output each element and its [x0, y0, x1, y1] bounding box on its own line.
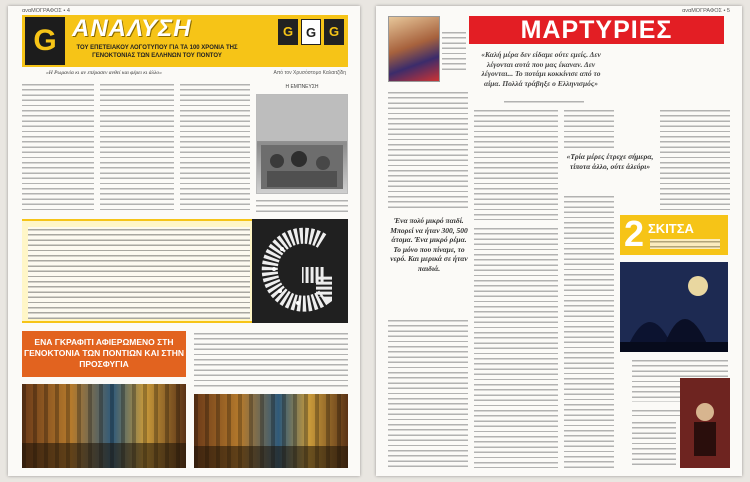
testimonies-title: ΜΑΡΤΥΡΙΕΣ [469, 16, 724, 44]
brand-letters [278, 19, 344, 45]
header-quote: «Η Ρωμανία κι αν επέρασεν ανθεί και φέρει κι άλλο» [46, 70, 162, 76]
survivor-photo [388, 16, 440, 82]
historic-photo [256, 94, 348, 194]
sketches-badge [620, 215, 728, 255]
sketch-2 [680, 378, 730, 468]
main-quote-attribution [504, 99, 584, 105]
page-title: ΑΝΑΛΥΣΗ [72, 15, 192, 42]
testimony-column-4b [632, 420, 676, 468]
testimony-column-2b [474, 226, 558, 468]
article-column-3 [180, 82, 250, 214]
brand-letter: G [324, 19, 344, 45]
banner-title: ΕΝΑ ΓΚΡΑΦΙΤΙ ΑΦΙΕΡΩΜΕΝΟ ΣΤΗ ΓΕΝΟΚΤΟΝΙΑ ΤΩΝ ΠΟΝΤΙΩΝ ΚΑΙ ΣΤΗΝ ΠΡΟΣΦΥΓΙΑ [24, 337, 184, 369]
sketch-child-icon [680, 378, 730, 468]
pull-quote-2: Ένα πολύ μικρό παιδί. Μπορεί να ήταν 300, 500 άτομα. Ένα μικρό ρέμα. Το μόνο που πίναμε, το νερό. Και μερικά σε ήταν παιδιά. [390, 216, 468, 273]
people-g-graphic [252, 219, 348, 323]
article-column-1 [22, 82, 94, 214]
highlight-text [28, 227, 250, 319]
analysis-header [22, 15, 348, 67]
testimony-column-3b [564, 194, 614, 468]
brand-letter: G [301, 19, 321, 45]
sketches-number: 2 [624, 213, 645, 254]
byline: Από τον Χρυσόστομο Καλαιτζίδη [273, 70, 346, 76]
graffiti-mural-right [194, 394, 348, 468]
sketch-figures-icon [620, 262, 728, 352]
right-page [376, 6, 742, 476]
graffiti-mural-left [22, 384, 186, 468]
sketches-label: ΣΚΙΤΣΑ [648, 221, 694, 236]
sketches-sub [650, 239, 720, 249]
refugees-photo-icon [257, 95, 347, 193]
crowd-g-icon [252, 219, 348, 323]
running-head-right: αναΜΟΓΡΑΦΟΣ • 5 [682, 8, 730, 14]
brand-letter: G [278, 19, 298, 45]
photo-note [256, 198, 348, 214]
testimony-column-1 [388, 90, 468, 210]
pull-quote-1: «Τρία μέρες έτρεχε σήμερα, τίποτα άλλο, ούτε άλεύρι» [566, 152, 654, 171]
left-page [8, 6, 360, 476]
g-logo: G [25, 17, 65, 65]
running-head-left: αναΜΟΓΡΑΦΟΣ • 4 [22, 8, 70, 14]
graffiti-article [194, 331, 348, 389]
testimony-column-4 [660, 108, 730, 210]
sketch-1 [620, 262, 728, 352]
article-column-2 [100, 82, 174, 214]
survivor-caption [442, 30, 466, 70]
testimony-column-3 [564, 108, 614, 148]
testimony-column-1b [388, 318, 468, 468]
testimony-column-2 [474, 108, 558, 220]
graffiti-banner [22, 331, 186, 377]
photo-caption: Η ΕΜΠΝΕΥΣΗ [285, 84, 319, 90]
main-quote: «Καλή μέρα δεν είδαμε ούτε εμείς. Δεν λέγονται αυτά που μας έκαναν. Δεν λέγονται... Το ποτάμι κοκκίνισε από το αίμα. Πολλά τράβηξε ο Ελληνισμός» [481, 50, 601, 88]
page-subtitle: ΤΟΥ ΕΠΕΤΕΙΑΚΟΥ ΛΟΓΟΤΥΠΟΥ ΓΙΑ ΤΑ 100 ΧΡΟΝΙΑ ΤΗΣ ΓΕΝΟΚΤΟΝΙΑΣ ΤΩΝ ΕΛΛΗΝΩΝ ΤΟΥ ΠΟΝΤΟΥ [76, 45, 238, 59]
